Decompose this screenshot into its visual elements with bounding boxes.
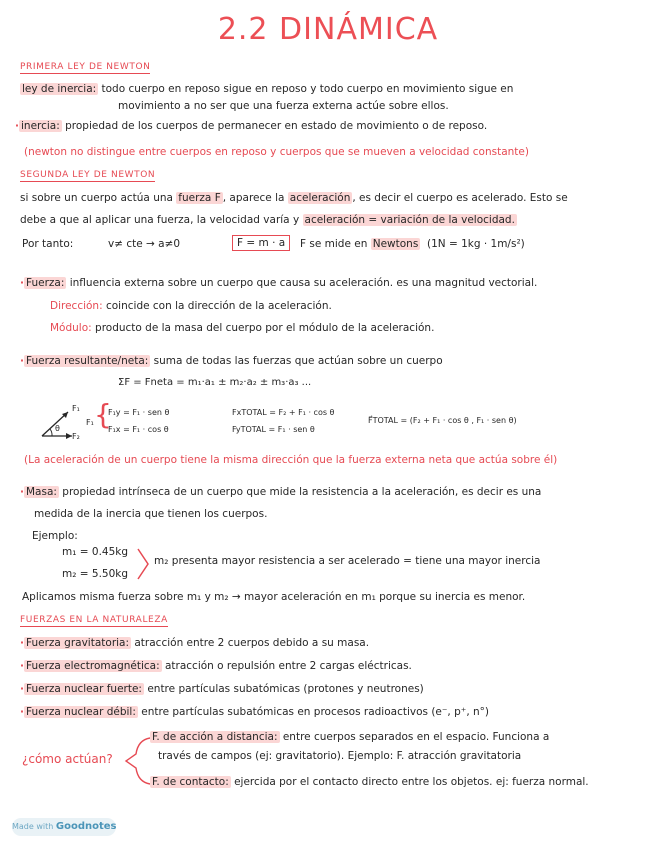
contacto-line	[150, 776, 589, 788]
contacto-label: F. de contacto:	[152, 776, 229, 788]
segunda-ley-text-c: , es decir el cuerpo es acelerado. Esto se	[352, 192, 568, 204]
fx-total-formula: FxTOTAL = F₂ + F₁ · cos θ	[232, 408, 335, 417]
modulo-label: Módulo:	[50, 322, 92, 334]
masa-text1: propiedad intrínseca de un cuerpo que mide la resistencia a la aceleración, es decir es una	[62, 486, 542, 498]
fy-total-formula: FyTOTAL = F₁ · sen θ	[232, 425, 315, 434]
m1-value: m₁ = 0.45kg	[62, 546, 129, 558]
resultante-text: suma de todas las fuerzas que actúan sobre un cuerpo	[153, 355, 443, 367]
modulo-text: producto de la masa del cuerpo por el módulo de la aceleración.	[95, 322, 435, 334]
inercia-label: inercia:	[21, 120, 60, 132]
segunda-ley-text-b: , aparece la	[222, 192, 285, 204]
fuerza-label: Fuerza:	[26, 277, 65, 289]
section-heading-primera-ley: PRIMERA LEY DE NEWTON	[20, 62, 151, 72]
segunda-ley-line1	[20, 192, 568, 204]
fuerza-line	[20, 277, 537, 289]
bullet-icon: ·	[20, 277, 24, 289]
resultante-line	[20, 355, 443, 367]
fuerza-text: influencia externa sobre un cuerpo que causa su aceleración. es una magnitud vectorial.	[69, 277, 538, 289]
branch-brace-icon	[124, 736, 152, 786]
como-actuan-question: ¿cómo actúan?	[22, 752, 113, 766]
fuerza-highlight: fuerza F	[178, 192, 221, 204]
fuerza-nuclear-fuerte-text: entre partículas subatómicas (protones y neutrones)	[147, 683, 424, 695]
por-tanto-condition: v≠ cte → a≠0	[108, 238, 181, 250]
contacto-text: ejercida por el contacto directo entre los objetos. ej: fuerza normal.	[234, 776, 589, 788]
sum-formula: ΣF = Fneta = m₁·a₁ ± m₂·a₂ ± m₃·a₃ ...	[118, 377, 312, 388]
segunda-ley-line2	[20, 214, 517, 226]
bullet-icon: ·	[20, 637, 24, 649]
segunda-ley-note: (La aceleración de un cuerpo tiene la misma dirección que la fuerza externa neta que actúa sobre él)	[24, 454, 558, 466]
units-text: F se mide en	[300, 238, 368, 250]
badge-made-text: Made with	[12, 822, 54, 831]
section-heading-segunda-ley: SEGUNDA LEY DE NEWTON	[20, 170, 156, 180]
fuerza-gravitatoria-label: Fuerza gravitatoria:	[26, 637, 130, 649]
f1y-formula: F₁y = F₁ · sen θ	[108, 408, 170, 417]
direccion-line	[50, 300, 332, 312]
accion-distancia-label: F. de acción a distancia:	[152, 731, 278, 743]
por-tanto-label: Por tanto:	[22, 238, 74, 250]
fuerza-item	[20, 637, 369, 649]
ejemplo-line2: Aplicamos misma fuerza sobre m₁ y m₂ → mayor aceleración en m₁ porque su inercia es menor.	[22, 591, 526, 603]
f-total-vector: F⃗TOTAL = (F₂ + F₁ · cos θ , F₁ · sen θ)	[368, 416, 517, 425]
newton-definition: (1N = 1kg · 1m/s²)	[426, 238, 525, 250]
ley-inercia-text2: movimiento a no ser que una fuerza externa actúe sobre ellos.	[118, 100, 449, 112]
masa-text2: medida de la inercia que tienen los cuerpos.	[34, 508, 268, 520]
newton-units-line	[300, 238, 525, 250]
inercia-line	[15, 120, 487, 132]
primera-ley-note: (newton no distingue entre cuerpos en reposo y cuerpos que se mueven a velocidad constante)	[24, 146, 529, 158]
newtons-highlight: Newtons	[372, 238, 419, 250]
f1-label: F₁	[72, 404, 80, 413]
fuerza-item	[20, 706, 489, 718]
brace-icon: {	[94, 398, 112, 431]
fuerza-gravitatoria-text: atracción entre 2 cuerpos debido a su masa.	[134, 637, 370, 649]
direccion-label: Dirección:	[50, 300, 103, 312]
ley-inercia-text1: todo cuerpo en reposo sigue en reposo y todo cuerpo en movimiento sigue en	[101, 83, 514, 95]
section-heading-fuerzas: FUERZAS EN LA NATURALEZA	[20, 615, 168, 625]
fuerza-electromagnetica-text: atracción o repulsión entre 2 cargas eléctricas.	[164, 660, 412, 672]
f1x-formula: F₁x = F₁ · cos θ	[108, 425, 169, 434]
bullet-icon: ·	[20, 486, 24, 498]
f1-components-label: F₁	[86, 418, 94, 427]
bullet-icon: ·	[20, 683, 24, 695]
page-title: 2.2 DINÁMICA	[217, 12, 439, 47]
newton-formula-box: F = m · a	[232, 235, 290, 251]
accion-distancia-text1: entre cuerpos separados en el espacio. Funciona a	[282, 731, 550, 743]
made-with-goodnotes-badge[interactable]	[12, 818, 116, 836]
fuerza-nuclear-debil-text: entre partículas subatómicas en procesos radioactivos (e⁻, p⁺, n°)	[141, 706, 489, 718]
bullet-icon: ·	[20, 355, 24, 367]
ejemplo-label: Ejemplo:	[32, 530, 78, 542]
fuerza-item	[20, 683, 424, 695]
angle-arc	[50, 429, 52, 436]
bullet-icon: ·	[20, 706, 24, 718]
modulo-line	[50, 322, 434, 334]
segunda-ley-text-a: si sobre un cuerpo actúa una	[20, 192, 173, 204]
ley-inercia-label: ley de inercia:	[22, 83, 97, 95]
aceleracion-highlight: aceleración	[289, 192, 351, 204]
fuerza-item	[20, 660, 412, 672]
resultante-label: Fuerza resultante/neta:	[26, 355, 149, 367]
theta-label: θ	[55, 424, 60, 433]
f2-label: F₂	[72, 432, 80, 441]
inercia-text: propiedad de los cuerpos de permanecer en estado de movimiento o de reposo.	[65, 120, 488, 132]
badge-brand-text: Goodnotes	[55, 821, 117, 832]
ley-inercia-line1	[20, 83, 513, 95]
accion-distancia-text2: través de campos (ej: gravitatorio). Ejemplo: F. atracción gravitatoria	[158, 750, 522, 762]
direccion-text: coincide con la dirección de la aceleración.	[105, 300, 332, 312]
bullet-icon: ·	[20, 660, 24, 672]
fuerza-electromagnetica-label: Fuerza electromagnética:	[26, 660, 160, 672]
accion-distancia-line1	[150, 731, 549, 743]
segunda-ley-text-d: debe a que al aplicar una fuerza, la velocidad varía y	[20, 214, 300, 226]
m2-value: m₂ = 5.50kg	[62, 568, 129, 580]
masa-label: Masa:	[26, 486, 57, 498]
chevron-right-icon	[136, 547, 150, 581]
ejemplo-result: m₂ presenta mayor resistencia a ser acelerado = tiene una mayor inercia	[154, 555, 541, 567]
fuerza-nuclear-debil-label: Fuerza nuclear débil:	[26, 706, 136, 718]
aceleracion-definition-highlight: aceleración = variación de la velocidad.	[304, 214, 515, 226]
fuerza-nuclear-fuerte-label: Fuerza nuclear fuerte:	[26, 683, 142, 695]
masa-line1	[20, 486, 541, 498]
bullet-icon: ·	[15, 120, 19, 132]
